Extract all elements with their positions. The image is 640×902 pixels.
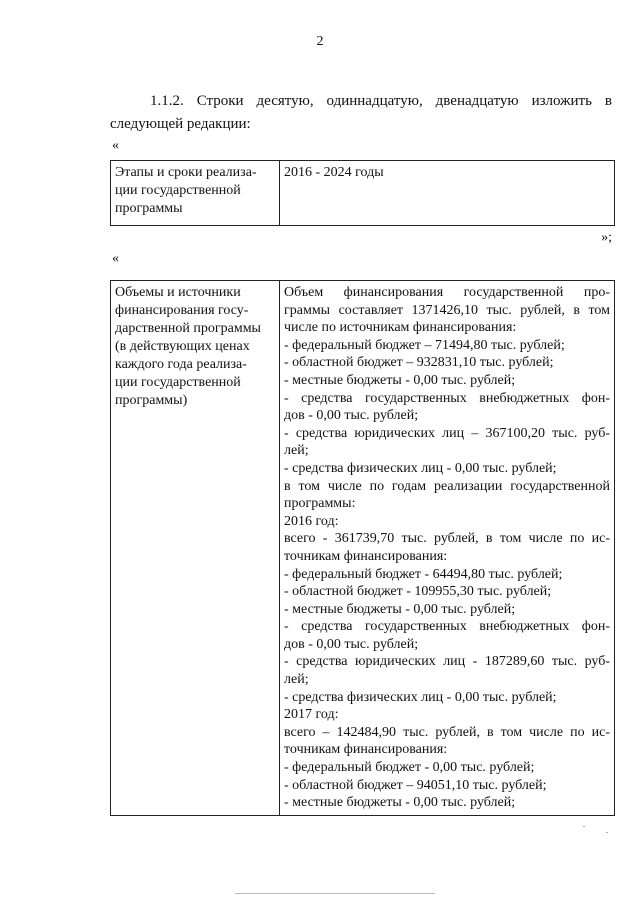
financing-table: [110, 280, 615, 816]
opening-quote-2: «: [112, 251, 119, 266]
financing-line: - местные бюджеты - 0,00 тыс. рублей;: [284, 795, 516, 811]
financing-line: - средства юридических лиц - 187289,60 тыс. руб-: [284, 654, 610, 670]
label-line: программы: [115, 201, 183, 216]
financing-line: числе по источникам финансирования:: [284, 320, 517, 336]
closing-quote-1: »;: [601, 230, 612, 245]
financing-line: лей;: [284, 672, 309, 688]
stages-label-cell: [111, 161, 280, 226]
financing-line: - средства государственных внебюджетных фон-: [284, 390, 610, 406]
scan-speck: [583, 826, 585, 827]
intro-line-1: 1.1.2. Строки десятую, одиннадцатую, двенадцатую изложить в: [150, 93, 612, 109]
opening-quote-1: «: [112, 138, 119, 153]
financing-line: точникам финансирования:: [284, 742, 448, 758]
financing-line: - средства физических лиц - 0,00 тыс. рублей;: [284, 460, 557, 476]
intro-line-2: следующей редакции:: [110, 116, 251, 132]
financing-line: - средства юридических лиц – 367100,20 тыс. руб-: [284, 425, 610, 441]
financing-line: граммы составляет 1371426,10 тыс. рублей, в том: [284, 302, 610, 318]
financing-line: - средства физических лиц - 0,00 тыс. рублей;: [284, 689, 557, 705]
stages-value-cell: [280, 161, 615, 226]
financing-line: программы:: [284, 496, 356, 512]
intro-paragraph: [110, 90, 612, 136]
financing-line: - федеральный бюджет - 0,00 тыс. рублей;: [284, 760, 535, 776]
page-number: 2: [316, 34, 324, 49]
financing-line: - федеральный бюджет – 71494,80 тыс. рублей;: [284, 337, 565, 353]
financing-line: - средства государственных внебюджетных фон-: [284, 619, 610, 635]
financing-line: - местные бюджеты - 0,00 тыс. рублей;: [284, 601, 516, 617]
label-line: ции государственной: [115, 375, 241, 390]
financing-line: - местные бюджеты - 0,00 тыс. рублей;: [284, 372, 516, 388]
financing-line: всего - 361739,70 тыс. рублей, в том числе по ис-: [284, 531, 610, 547]
financing-line: Объем финансирования государственной про-: [284, 285, 610, 300]
stages-value: 2016 - 2024 годы: [284, 165, 384, 180]
financing-line: всего – 142484,90 тыс. рублей, в том числе по ис-: [284, 724, 610, 740]
label-line: каждого года реализа-: [115, 357, 247, 372]
label-line: (в действующих ценах: [115, 339, 250, 354]
stages-table: [110, 160, 615, 226]
label-line: финансирования госу-: [115, 303, 249, 318]
label-line: дарственной программы: [115, 321, 261, 336]
financing-line: 2016 год:: [284, 513, 339, 529]
financing-label-cell: [111, 281, 280, 816]
financing-line: - областной бюджет - 109955,30 тыс. рублей;: [284, 584, 552, 600]
financing-line: - областной бюджет – 932831,10 тыс. рублей;: [284, 355, 554, 371]
scan-edge-line: [235, 893, 435, 894]
financing-line: дов - 0,00 тыс. рублей;: [284, 408, 419, 424]
label-line: Этапы и сроки реализа-: [115, 165, 257, 180]
label-line: ции государственной: [115, 183, 241, 198]
financing-line: 2017 год:: [284, 707, 339, 723]
scan-speck: [606, 832, 608, 833]
financing-line: - областной бюджет – 94051,10 тыс. рублей;: [284, 777, 547, 793]
table-row: [111, 161, 615, 226]
financing-line: лей;: [284, 443, 309, 459]
financing-line: дов - 0,00 тыс. рублей;: [284, 636, 419, 652]
financing-line: - федеральный бюджет - 64494,80 тыс. рублей;: [284, 566, 563, 582]
label-line: программы): [115, 393, 188, 408]
financing-line: точникам финансирования:: [284, 548, 448, 564]
table-row: [111, 281, 615, 816]
financing-value-cell: [280, 281, 615, 816]
label-line: Объемы и источники: [115, 285, 241, 300]
financing-line: в том числе по годам реализации государственной: [284, 478, 610, 494]
